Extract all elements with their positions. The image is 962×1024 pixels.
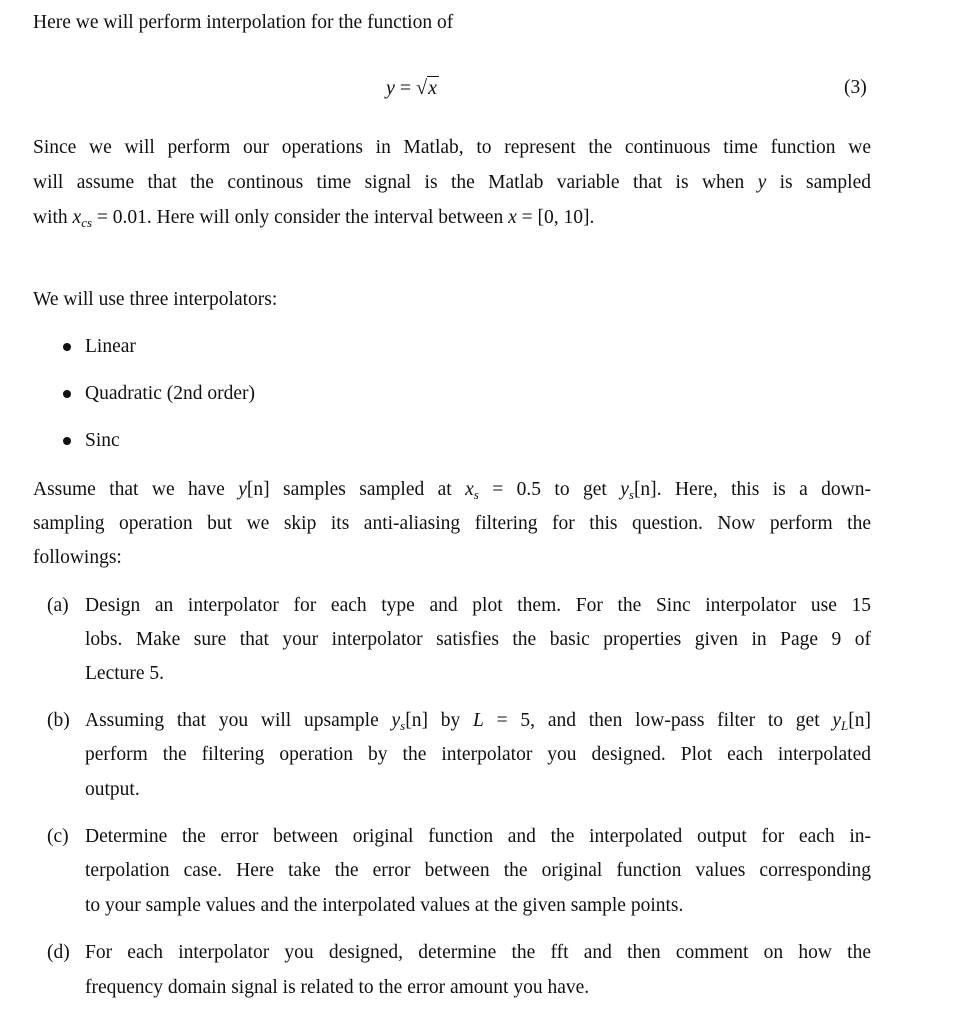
text-span: will assume that the continous time signal is the Matlab variable that is when	[33, 172, 758, 193]
math-var-x: x	[465, 479, 474, 500]
text-span: = 0.01. Here will only consider the interval between	[92, 207, 509, 228]
math-index-n: [n]	[848, 710, 872, 731]
equation-equals: =	[394, 77, 417, 99]
text-span: = 5, and then low-pass filter to get	[483, 710, 833, 731]
math-subscript-s: s	[628, 487, 634, 502]
paragraph2-line1	[33, 478, 871, 507]
task-a-line1: Design an interpolator for each type and plot them. For the Sinc interpolator use 15	[85, 595, 871, 616]
sqrt-symbol	[416, 76, 439, 100]
task-c-line3: to your sample values and the interpolated values at the given sample points.	[85, 895, 684, 916]
math-var-L: L	[473, 710, 484, 731]
math-var-y: y	[238, 479, 247, 500]
text-span: Assuming that you will upsample	[85, 710, 392, 731]
text-span: = 0.5 to get	[478, 479, 621, 500]
task-d-line2: frequency domain signal is related to the error amount you have.	[85, 977, 590, 998]
equation-number: (3)	[844, 77, 867, 98]
paragraph1-line2	[33, 171, 871, 195]
text-span: Assume that we have	[33, 479, 239, 500]
radical-icon: √	[416, 77, 428, 99]
math-var-y: y	[620, 479, 629, 500]
paragraph2-line3: followings:	[33, 547, 122, 568]
math-var-y: y	[757, 172, 767, 193]
math-index-n: [n]	[633, 479, 657, 500]
equation-lhs: y	[386, 77, 395, 99]
task-a-line3: Lecture 5.	[85, 663, 165, 684]
task-b-line3: output.	[85, 779, 140, 800]
interpolators-heading: We will use three interpolators:	[33, 289, 278, 310]
math-index-n: [n]	[405, 710, 428, 731]
bullet-icon	[63, 437, 71, 445]
task-c-line1: Determine the error between original function and the interpolated output for each in-	[85, 826, 871, 847]
task-b-label: (b)	[47, 710, 70, 731]
bullet-icon	[63, 343, 71, 351]
text-span: by	[427, 710, 474, 731]
paragraph1-line3	[33, 206, 594, 235]
task-d-label: (d)	[47, 942, 70, 963]
math-var-x: x	[508, 207, 517, 228]
interpolator-item-linear: Linear	[85, 336, 136, 357]
text-span: samples sampled at	[269, 479, 466, 500]
task-a-line2: lobs. Make sure that your interpolator satisfies the basic properties given in Page 9 of	[85, 629, 871, 650]
task-c-line2: terpolation case. Here take the error between the original function values corresponding	[85, 860, 871, 881]
bullet-icon	[63, 390, 71, 398]
equation-radicand: x	[428, 77, 438, 99]
math-var-y: y	[391, 710, 401, 731]
paragraph2-line2: sampling operation but we skip its anti-aliasing filtering for this question. Now perform the	[33, 513, 871, 534]
math-var-y: y	[832, 710, 842, 731]
task-b-line2: perform the filtering operation by the interpolator you designed. Plot each interpolated	[85, 744, 871, 765]
task-c-label: (c)	[47, 826, 69, 847]
task-d-line1: For each interpolator you designed, determine the fft and then comment on how the	[85, 942, 871, 963]
task-a-label: (a)	[47, 595, 69, 616]
text-span: . Here, this is a down-	[656, 479, 871, 500]
math-subscript-s: s	[473, 487, 479, 502]
text-span: with	[33, 207, 73, 228]
math-subscript-L: L	[841, 718, 849, 733]
math-var-x: x	[72, 207, 82, 228]
text-span: is sampled	[766, 172, 871, 193]
equation-sqrt	[386, 76, 439, 100]
text-span: = [0, 10].	[516, 207, 595, 228]
intro-text: Here we will perform interpolation for the function of	[33, 12, 454, 33]
math-subscript-s: s	[400, 718, 406, 733]
task-b-line1	[85, 709, 871, 738]
interpolator-item-sinc: Sinc	[85, 430, 120, 451]
math-index-n: [n]	[246, 479, 270, 500]
paragraph1-line1: Since we will perform our operations in Matlab, to represent the continuous time function we	[33, 137, 871, 158]
interpolator-item-quadratic: Quadratic (2nd order)	[85, 383, 256, 404]
math-subscript-cs: cs	[81, 215, 93, 230]
